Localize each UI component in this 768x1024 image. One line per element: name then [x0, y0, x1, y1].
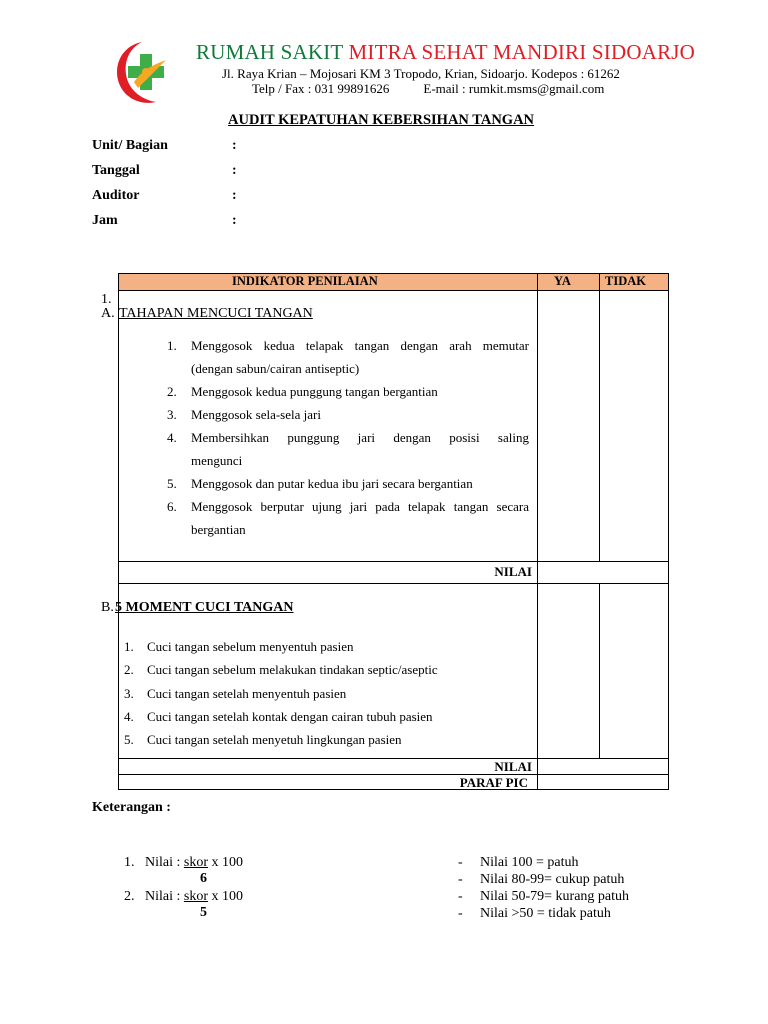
list-item-continuation: (dengan sabun/cairan antiseptic)	[191, 361, 360, 376]
keterangan-title: Keterangan :	[92, 800, 171, 815]
list-item-number: 1.	[124, 639, 134, 654]
hospital-phone: Telp / Fax : 031 99891626	[252, 81, 390, 96]
section-a-title: TAHAPAN MENCUCI TANGAN	[119, 306, 313, 321]
column-divider-tidak-b	[599, 583, 600, 758]
formula-number: 1.	[124, 855, 135, 870]
hospital-name-part1: RUMAH SAKIT	[196, 40, 344, 64]
list-item: Menggosok kedua punggung tangan bergantian	[191, 384, 438, 399]
section-number: 1.	[101, 292, 112, 307]
column-divider-ya	[537, 273, 538, 790]
list-item-continuation: bergantian	[191, 522, 246, 537]
row-divider	[118, 583, 669, 584]
document-title: AUDIT KEPATUHAN KEBERSIHAN TANGAN	[228, 112, 535, 128]
list-item-number: 4.	[167, 430, 177, 445]
header-indikator: INDIKATOR PENILAIAN	[232, 274, 378, 288]
list-item-number: 2.	[167, 384, 177, 399]
formula-1	[124, 855, 243, 871]
legend-dash: -	[458, 889, 463, 904]
legend-item: Nilai 80-99= cukup patuh	[480, 872, 625, 887]
list-item-number: 3.	[167, 407, 177, 422]
list-item: Cuci tangan setelah menyentuh pasien	[147, 686, 347, 701]
formula-numerator: skor	[183, 855, 209, 870]
field-colon-auditor: :	[232, 188, 237, 203]
formula-number: 2.	[124, 889, 135, 904]
formula-numerator: skor	[183, 889, 209, 904]
formula-2	[124, 889, 243, 905]
field-label-tanggal: Tanggal	[92, 163, 140, 178]
field-colon-unit: :	[232, 138, 237, 153]
formula-prefix: Nilai :	[145, 855, 181, 870]
field-label-unit: Unit/ Bagian	[92, 138, 168, 153]
formula-denominator: 6	[200, 871, 207, 886]
list-item-number: 1.	[167, 338, 177, 353]
hospital-email: E-mail : rumkit.msms@gmail.com	[423, 81, 605, 96]
list-item: Menggosok sela-sela jari	[191, 407, 321, 422]
list-item-continuation: mengunci	[191, 453, 243, 468]
list-item-number: 5.	[167, 476, 177, 491]
section-a-letter: A.	[101, 306, 115, 321]
column-divider-tidak-a	[599, 273, 600, 561]
header-tidak: TIDAK	[605, 274, 646, 288]
formula-suffix: x 100	[211, 855, 244, 870]
row-divider	[118, 774, 669, 775]
list-item: Cuci tangan sebelum melakukan tindakan septic/aseptic	[147, 662, 438, 677]
hospital-name-part2: MITRA SEHAT MANDIRI SIDOARJO	[348, 40, 696, 64]
hospital-logo	[112, 38, 176, 108]
list-item-number: 3.	[124, 686, 134, 701]
field-label-jam: Jam	[92, 213, 118, 228]
list-item: Menggosok berputar ujung jari pada telapak tangan secara	[191, 499, 529, 514]
list-item-number: 6.	[167, 499, 177, 514]
field-colon-tanggal: :	[232, 163, 237, 178]
list-item: Menggosok dan putar kedua ibu jari secara bergantian	[191, 476, 473, 491]
legend-dash: -	[458, 906, 463, 921]
legend-item: Nilai 100 = patuh	[480, 855, 579, 870]
legend-dash: -	[458, 855, 463, 870]
legend-dash: -	[458, 872, 463, 887]
formula-suffix: x 100	[211, 889, 244, 904]
section-b-title: 5 MOMENT CUCI TANGAN	[115, 600, 294, 615]
nilai-label-b: NILAI	[494, 759, 532, 774]
list-item: Cuci tangan setelah menyetuh lingkungan pasien	[147, 732, 402, 747]
field-label-auditor: Auditor	[92, 188, 140, 203]
header-ya: YA	[554, 274, 571, 288]
section-b-letter: B.	[101, 600, 114, 615]
list-item: Cuci tangan sebelum menyentuh pasien	[147, 639, 354, 654]
list-item: Menggosok kedua telapak tangan dengan arah memutar	[191, 338, 529, 353]
field-colon-jam: :	[232, 213, 237, 228]
formula-prefix: Nilai :	[145, 889, 181, 904]
list-item: Membersihkan punggung jari dengan posisi saling	[191, 430, 529, 445]
legend-item: Nilai >50 = tidak patuh	[480, 906, 611, 921]
formula-denominator: 5	[200, 905, 207, 920]
list-item-number: 5.	[124, 732, 134, 747]
hospital-address: Jl. Raya Krian – Mojosari KM 3 Tropodo, Krian, Sidoarjo. Kodepos : 61262	[222, 66, 620, 81]
list-item-number: 2.	[124, 662, 134, 677]
paraf-pic-label: PARAF PIC	[459, 775, 528, 790]
hospital-contact	[252, 81, 604, 97]
table-header-row	[118, 273, 669, 291]
nilai-label-a: NILAI	[494, 564, 532, 579]
row-divider	[118, 561, 669, 562]
legend-item: Nilai 50-79= kurang patuh	[480, 889, 630, 904]
hospital-name	[196, 40, 695, 65]
list-item-number: 4.	[124, 709, 134, 724]
row-divider	[118, 758, 669, 759]
list-item: Cuci tangan setelah kontak dengan cairan tubuh pasien	[147, 709, 433, 724]
